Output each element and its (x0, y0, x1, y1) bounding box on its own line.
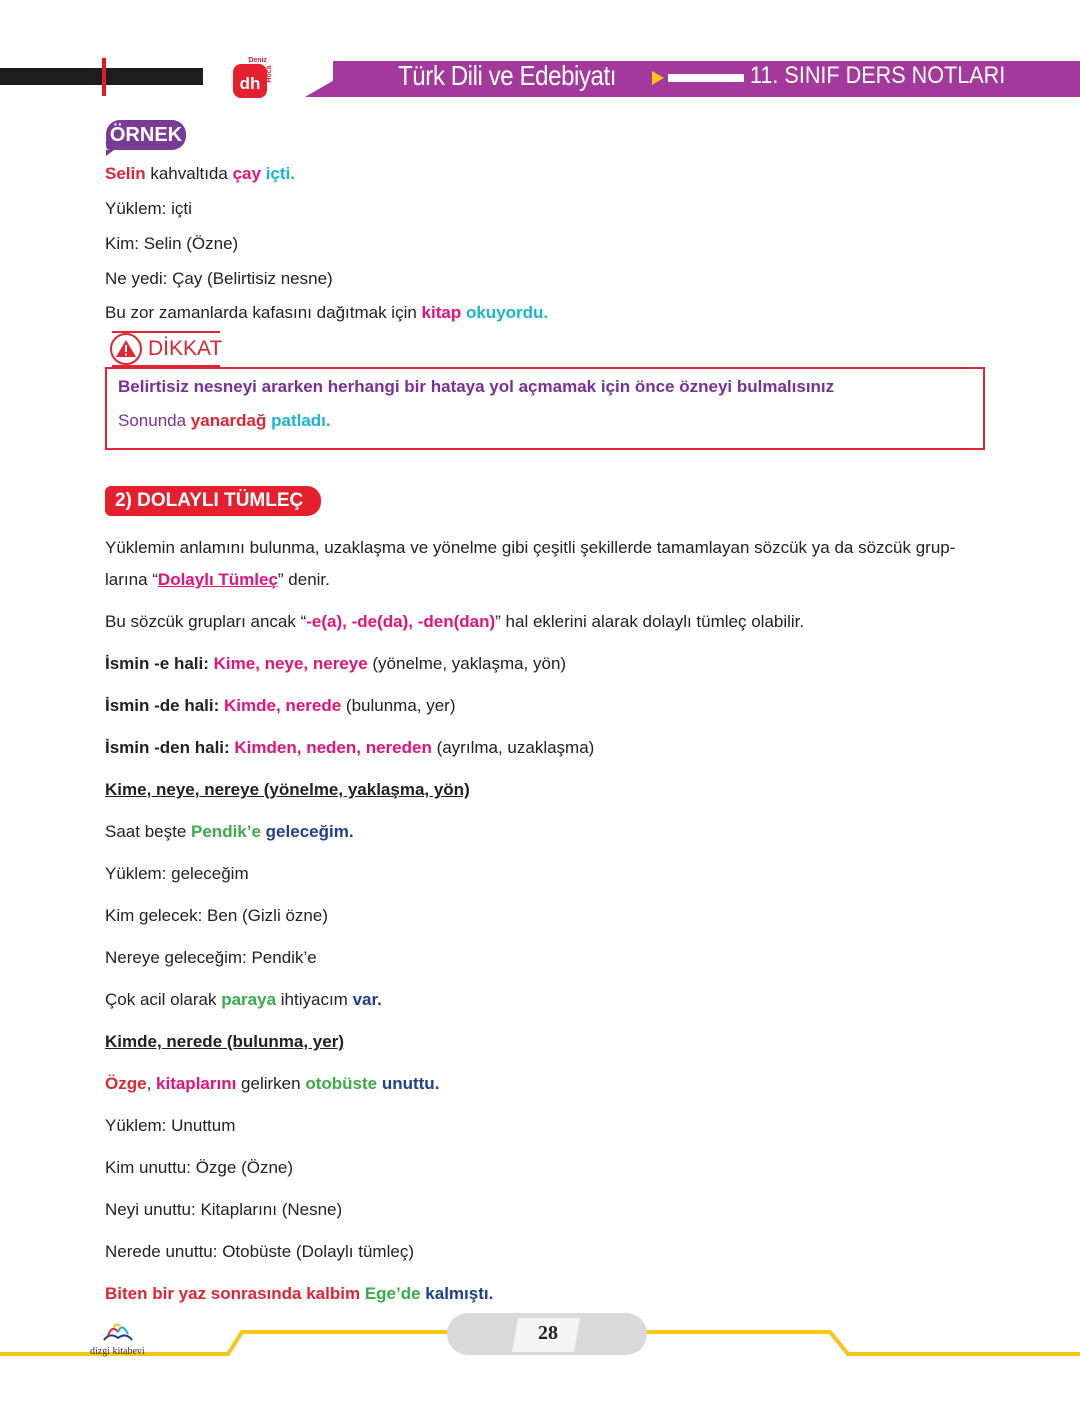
logo-mark-text: dh (239, 74, 261, 93)
svg-text:Deniz: Deniz (248, 57, 267, 64)
word-predicate: var. (352, 990, 382, 1009)
page-number: 28 (538, 1322, 558, 1344)
header-divider-line (668, 74, 744, 82)
word-plain: ihtiyacım (276, 990, 353, 1009)
term-dolayli-tumlec: Dolaylı Tümleç (157, 570, 278, 589)
publisher-name: dizgi kitabevi (90, 1346, 145, 1357)
svg-text:Hoca: Hoca (266, 65, 273, 83)
word-plain: Sonunda (118, 411, 191, 430)
word-predicate: patladı. (271, 411, 331, 430)
analysis-line: Yüklem: Unuttum (105, 1116, 236, 1135)
word-indirect-object: otobüste (305, 1074, 378, 1093)
analysis-line: Nereye geleceğim: Pendik’e (105, 948, 317, 967)
case-meaning: (ayrılma, uzaklaşma) (431, 738, 595, 757)
word-plain: ” hal eklerini alarak dolaylı tümleç olabilir. (495, 612, 805, 631)
word-object: çay (232, 164, 261, 183)
word-subject: Selin (105, 164, 146, 183)
example-line-predicate: Yüklem: içti (105, 199, 192, 218)
publisher-book-icon (100, 1318, 136, 1346)
analysis-line: Nerede unuttu: Otobüste (Dolaylı tümleç) (105, 1242, 414, 1261)
word-predicate: unuttu. (381, 1074, 440, 1093)
word-subject: Özge (105, 1074, 147, 1093)
header-title: Türk Dili ve Edebiyatı (398, 60, 617, 91)
subheading-direction: Kime, neye, nereye (yönelme, yaklaşma, yön) (105, 780, 470, 799)
analysis-line: Kim unuttu: Özge (Özne) (105, 1158, 294, 1177)
example-line-object: Ne yedi: Çay (Belirtisiz nesne) (105, 269, 333, 288)
word-object: kitap (421, 303, 462, 322)
deniz-hoca-logo (231, 56, 275, 100)
word-indirect-object: paraya (221, 990, 277, 1009)
case-label: İsmin -de hali: (105, 696, 225, 715)
word-predicate: okuyordu. (465, 303, 549, 322)
definition-line-1: Yüklemin anlamını bulunma, uzaklaşma ve yönelme gibi çeşitli şekillerde tamamlayan sözcük ya da sözcük grup- (105, 538, 956, 557)
example-sentence-5 (105, 1074, 439, 1094)
example-line-subject: Kim: Selin (Özne) (105, 234, 239, 253)
word-plain: larına “ (105, 570, 158, 589)
word-predicate: içti. (265, 164, 295, 183)
case-de (105, 696, 456, 716)
case-suffixes: -e(a), -de(da), -den(dan) (306, 612, 496, 631)
example-sentence-6 (105, 1284, 493, 1304)
word-plain: Saat beşte (105, 822, 192, 841)
analysis-line: Neyi unuttu: Kitaplarını (Nesne) (105, 1200, 343, 1219)
case-meaning: (bulunma, yer) (341, 696, 456, 715)
word-indirect-object: Pendik’e (191, 822, 261, 841)
warning-text: Belirtisiz nesneyi ararken herhangi bir hataya yol açmamak için önce özneyi bulmalısınız (118, 377, 835, 396)
case-label: İsmin -e hali: (105, 654, 214, 673)
word-plain: Bu zor zamanlarda kafasını dağıtmak için (105, 303, 422, 322)
case-den (105, 738, 594, 758)
case-e (105, 654, 566, 674)
example-sentence-1 (105, 164, 295, 184)
case-questions: Kimde, nerede (224, 696, 342, 715)
word-plain: gelirken (236, 1074, 306, 1093)
analysis-line: Yüklem: geleceğim (105, 864, 249, 883)
word-predicate: geleceğim. (265, 822, 354, 841)
subheading-location: Kimde, nerede (bulunma, yer) (105, 1032, 344, 1051)
example-sentence-4 (105, 990, 382, 1010)
example-tag: ÖRNEK (106, 120, 186, 150)
header-arrow-icon (652, 71, 664, 85)
case-suffix-line (105, 612, 804, 632)
word-plain: Çok acil olarak (105, 990, 222, 1009)
word-predicate: kalmıştı. (425, 1284, 494, 1303)
case-questions: Kime, neye, nereye (213, 654, 368, 673)
word-subject: Biten bir yaz sonrasında kalbim (105, 1284, 365, 1303)
analysis-line: Kim gelecek: Ben (Gizli özne) (105, 906, 328, 925)
warning-icon (110, 333, 142, 365)
word-plain: ” denir. (277, 570, 330, 589)
word-subject: yanardağ (190, 411, 267, 430)
case-questions: Kimden, neden, nereden (234, 738, 432, 757)
word-indirect-object: Ege’de (364, 1284, 421, 1303)
case-meaning: (yönelme, yaklaşma, yön) (367, 654, 567, 673)
word-plain: , (146, 1074, 157, 1093)
example-sentence-2 (105, 303, 548, 323)
section-tag: 2) DOLAYLI TÜMLEÇ (105, 486, 321, 516)
word-object: kitaplarını (156, 1074, 237, 1093)
example-sentence-3 (105, 822, 354, 842)
case-label: İsmin -den hali: (105, 738, 235, 757)
definition-line-2 (105, 570, 330, 590)
warning-example (118, 411, 331, 431)
word-plain: kahvaltıda (145, 164, 233, 183)
warning-label: DİKKAT (148, 337, 223, 360)
header-red-marker (102, 58, 106, 96)
word-plain: Bu sözcük grupları ancak “ (105, 612, 307, 631)
header-subtitle: 11. SINIF DERS NOTLARI (750, 62, 1006, 89)
